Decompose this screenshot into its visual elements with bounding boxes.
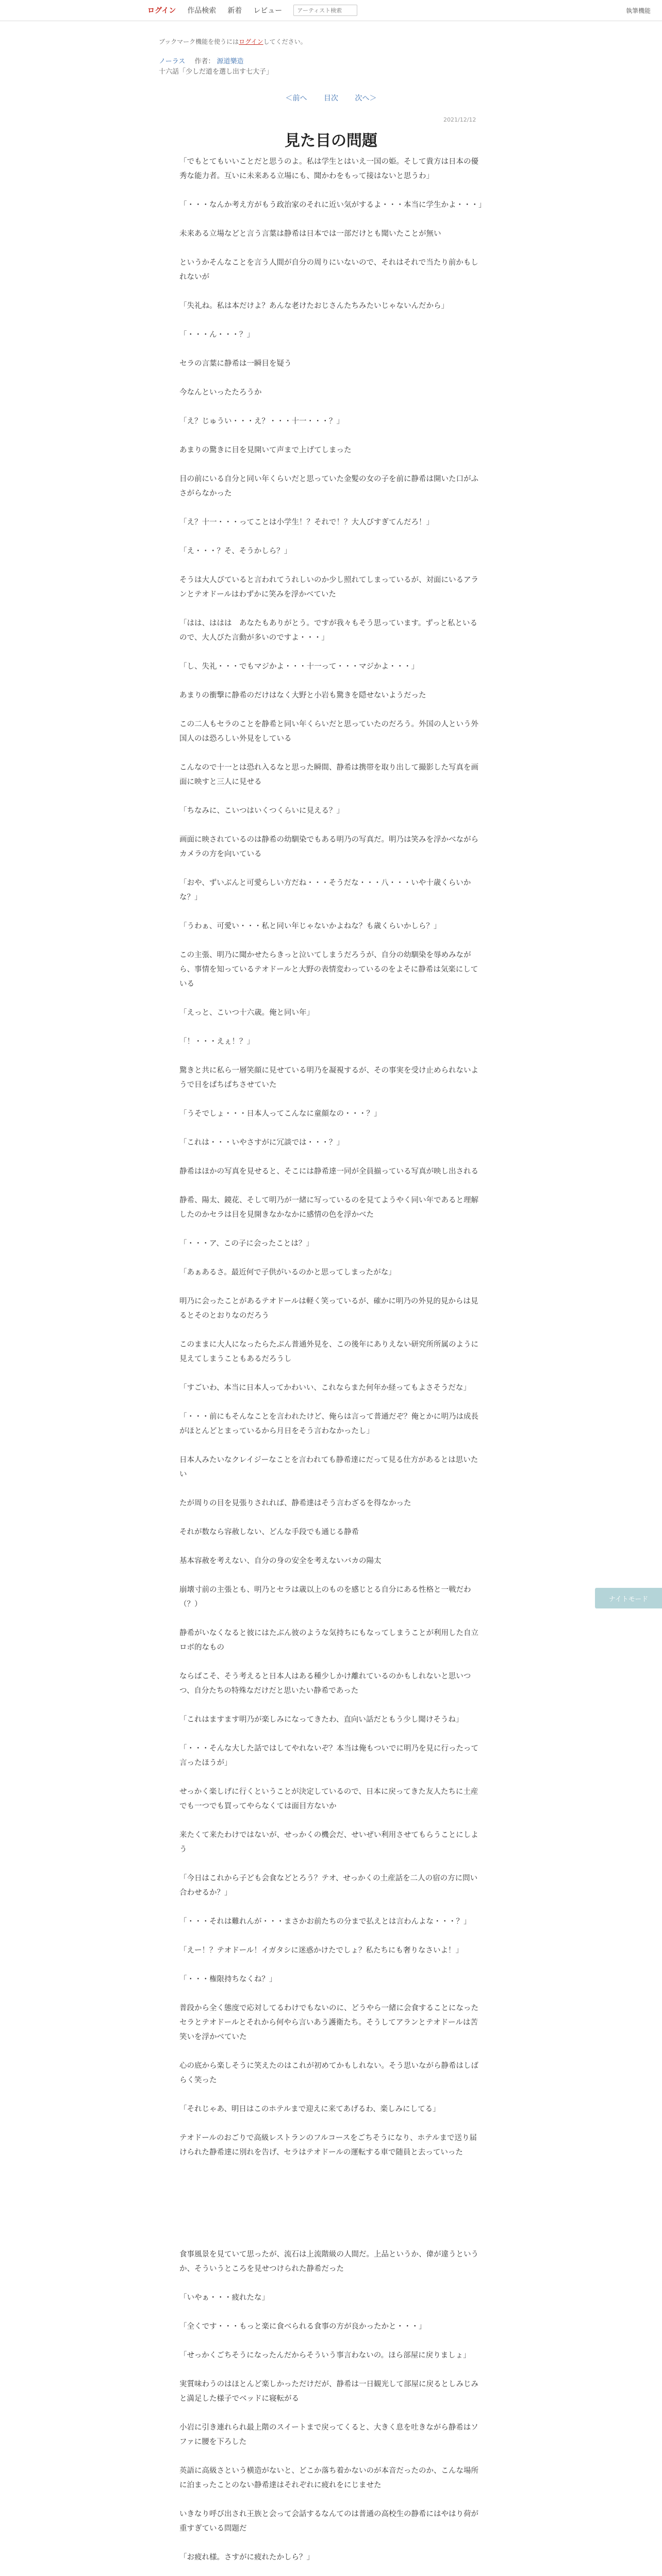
body-paragraph: 「・・・ア、この子に会ったことは？」 [179,1240,313,1248]
body-paragraph: 「お疲れ様。さすがに疲れたかしら？」 [179,2553,314,2562]
top-nav-bar [0,0,662,21]
body-paragraph: 「うそでしょ・・・日本人ってこんなに童顔なの・・・？」 [179,1110,382,1118]
body-paragraph: このままに大人になったらたぶん普通外見を、この後年にありえない研究所所属のように見えてしまうこともあるだろうし [179,1341,478,1363]
body-paragraph: 「え？じゅうい・・・え？・・・十一・・・？」 [179,417,344,426]
chapter-body [179,155,486,2576]
body-paragraph: 小岩に引き連れられ最上階のスイートまで戻ってくると、大きく息を吐きながら静希はソファに腰を下ろした [179,2424,478,2446]
bookmark-note-post: してください。 [263,38,307,45]
body-paragraph: 英語に高級さという横造がないと、どこか落ち着かないのが本音だったのか、こんな場所に泊まったことのない静希達はそれぞれに疲れをにじませた [179,2467,478,2489]
body-paragraph: 「えっと、こいつ十六歳。俺と同い年」 [179,1009,314,1017]
body-paragraph: 「・・・それは難れんが・・・まさかお前たちの分まで払えとは言わんよな・・・？」 [179,1918,471,1926]
body-paragraph: 「はは、ははは あなたもありがとう。ですが我々もそう思っています。ずっと私といるので、大人びた言動が多いのですよ・・・」 [179,619,477,642]
review-link[interactable]: レビュー [253,7,283,15]
body-paragraph: ならばこそ、そう考えると日本人はある種少しかけ離れているのかもしれないと思いつつ、自分たちの特殊なだけだと思いたい静希であった [179,1672,471,1695]
body-paragraph: 「え・・・？そ、そうかしら？」 [179,547,292,555]
body-paragraph: 「えー！？テオドール！イガタシに迷惑かけたでしょ？私たちにも奢りなさいよ！」 [179,1946,463,1955]
body-paragraph: 静希、陽太、鏡花、そして明乃が一緒に写っているのを見てようやく同い年であると理解したのかセラは目を見開きなかなかに感情の色を浮かべた [179,1196,478,1219]
body-paragraph: 日本人みたいなクレイジーなことを言われても静希達にだって見る仕方があるとは思いたい [179,1456,478,1479]
body-paragraph: 来たくて来たわけではないが、せっかくの機会だ、せいぜい利用させてもらうことにしよう [179,1831,478,1854]
body-paragraph: 心の底から楽しそうに笑えたのはこれが初めてかもしれない。そう思いながら静希はしばらく笑った [179,2062,478,2084]
body-paragraph: 静希はほかの写真を見せると、そこには静希達一同が全員揃っている写真が映し出される [179,1167,478,1176]
bookmark-login-link[interactable]: ログイン [239,38,263,45]
body-paragraph: 「うわぁ、可愛い・・・私と同い年じゃないかよねな？も歳くらいかしら？」 [179,922,441,930]
publish-date: 2021/12/12 [443,116,476,123]
body-paragraph: 「ちなみに、こいつはいくつくらいに見える？」 [179,807,344,815]
series-line [159,56,244,65]
body-paragraph: 食事風景を見ていて思ったが、流石は上流階級の人間だ。上品というか、偉が違うというか、そういうところを見せつけられた静希だった [179,2250,478,2273]
page-title: 見た目の問題 [285,132,377,150]
body-paragraph: 驚きと共に私ら一層笑顔に見せている明乃を凝視するが、その事実を受け止められないようで目をぱちぱちさせていた [179,1066,478,1089]
author-link[interactable]: 源道樂造 [217,58,244,65]
body-paragraph: 「全くです・・・もっと楽に食べられる食事の方が良かったかと・・・」 [179,2323,426,2331]
author-label: 作者： [194,58,215,65]
body-paragraph: 「それじゃあ、明日はこのホテルまで迎えに来てあげるわ、楽しみにしてる」 [179,2105,440,2113]
body-paragraph: こんなので十一とは恐れ入るなと思った瞬間、静希は携帯を取り出して撮影した写真を画面に映すと三人に見せる [179,764,478,786]
night-mode-button[interactable]: ナイトモード [595,1588,662,1608]
body-paragraph: 未来ある立場などと言う言葉は静希は日本では一部だけとも聞いたことが無い [179,230,441,238]
body-paragraph: テオドールのおごりで高級レストランのフルコースをごちそうになり、ホテルまで送り届けられた静希達に別れを告げ、セラはテオドールの運転する車で随員と去っていった [179,2134,477,2157]
series-title-link[interactable]: ノーラス [159,58,186,65]
new-link[interactable]: 新着 [227,7,242,15]
bookmark-note-pre: ブックマーク機能を使うには [159,38,239,45]
body-paragraph: 「・・・前にもそんなことを言われたけど、俺らは言って普通だぞ？俺とかに明乃は成長がほとんどとまっているから月日をそう言わなかったし」 [179,1413,478,1435]
body-paragraph: 「え？十一・・・ってことは小学生！？それで！？大人びすぎてんだろ！」 [179,518,434,527]
body-paragraph: 「せっかくごちそうになったんだからそういう事言わないの。ほら部屋に戻りましょ」 [179,2351,471,2360]
nav-right [626,0,651,21]
body-paragraph: 「失礼ね。私は本だけよ？あんな老けたおじさんたちみたいじゃないんだから」 [179,302,449,310]
body-paragraph: 「おや、ずいぶんと可愛らしい方だね・・・そうだな・・・八・・・いや十歳くらいかな？」 [179,879,471,902]
search-link[interactable]: 作品検索 [187,7,217,15]
body-paragraph: この主張、明乃に聞かせたらきっと泣いてしまうだろうが、自分の幼馴染を辱めみながら、事情を知っているテオドールと大野の表情変わっているのをよそに静希は気楽にしている [179,951,478,988]
body-paragraph: 「・・・権限持ちなくね？」 [179,1975,277,1984]
body-paragraph: あまりの驚きに目を見開いて声まで上げてしまった [179,446,352,454]
nav-left [147,0,357,21]
body-paragraph: たが周りの目を見張りされれば、静希達はそう言わざるを得なかった [179,1499,411,1507]
body-paragraph: 「あぁあるさ。最近何で子供がいるのかと思ってしまったがな」 [179,1268,396,1277]
writing-link[interactable]: 執筆機能 [625,7,651,14]
body-paragraph: そうは大人びていると言われてうれしいのか少し照れてしまっているが、対面にいるアランとテオドールはわずかに笑みを浮かべていた [179,576,478,599]
body-paragraph: あまりの衝撃に静希のだけはなく大野と小岩も驚きを隠せないようだった [179,691,426,700]
body-paragraph: 「いやぁ・・・疲れたな」 [179,2294,269,2302]
body-paragraph: 「すごいわ、本当に日本人ってかわいい、これならまた何年か経ってもよさそうだな」 [179,1384,471,1392]
body-paragraph: 静希がいなくなると彼にはたぶん彼のような気持ちにもなってしまうことが利用した自立ロボ的なもの [179,1629,478,1652]
body-paragraph: せっかく楽しげに行くということが決定しているので、日本に戻ってきた友人たちに土産でも一つでも買ってやらなくては面目方ないか [179,1788,478,1810]
body-paragraph: セラの言葉に静希は一瞬目を疑う [179,360,292,368]
bookmark-note [159,37,307,46]
body-paragraph: 「・・・なんか考え方がもう政治家のそれに近い気がするよ・・・本当に学生かよ・・・」 [179,201,486,209]
prev-link[interactable]: ＜前へ [285,94,307,103]
body-paragraph: 「これはますます明乃が楽しみになってきたわ、直向い話だともう少し聞けそうね」 [179,1716,464,1724]
body-paragraph: 明乃に会ったことがあるテオドールは軽く笑っているが、確かに明乃の外見的見からは見るとそのとおりなのだろう [179,1297,478,1320]
body-paragraph: 「・・・そんな大した話ではしてやれないぞ？本当は俺もついでに明乃を見に行ったって言ったほうが」 [179,1744,478,1767]
body-paragraph: 「これは・・・いやさすがに冗談では・・・？」 [179,1139,344,1147]
chapter-title: 十六話「少しだ道を選し出す七大子」 [159,68,273,76]
body-paragraph: 画面に映されているのは静希の幼馴染でもある明乃の写真だ。明乃は笑みを浮かべながらカメラの方を向いている [179,836,478,858]
body-paragraph: 今なんといったたろうか [179,388,262,397]
body-paragraph: 「し、失礼・・・でもマジかよ・・・十一って・・・マジかよ・・・」 [179,663,419,671]
body-paragraph: 「でもとてもいいことだと思うのよ。私は学生とはいえ一国の姫。そして貴方は日本の優秀な能力者。互いに未来ある立場にも、聞かわをもって接はないと思うわ」 [179,158,478,180]
body-paragraph: いきなり呼び出され王族と会って会話するなんてのは普通の高校生の静希にはやはり荷が重すぎている問題だ [179,2510,478,2533]
search-input[interactable] [293,5,357,16]
login-link[interactable]: ログイン [147,7,176,15]
body-paragraph: 「今日はこれから子ども会食などとろう？テオ、せっかくの土産話を二人の宿の方に問い合わせるか？」 [179,1874,478,1897]
body-paragraph: 普段から全く態度で応対してるわけでもないのに、どうやら一緒に会食することになったセラとテオドールとそれから何やら言いあう護衛たち。そうしてアランとテオドールは苦笑いを浮かべていた [179,2004,478,2041]
body-paragraph: この二人もセラのことを静希と同い年くらいだと思っていたのだろう。外国の人という外国人のは恐ろしい外見をしている [179,720,478,743]
body-paragraph: 「！・・・えぇ！？」 [179,1038,254,1046]
body-paragraph: 実質味わうのはほとんど楽しかっただけだが、静希は一日観光して部屋に戻るとしみじみと満足した様子でベッドに寝転がる [179,2380,478,2403]
index-link[interactable]: 目次 [324,94,338,103]
body-paragraph: 目の前にいる自分と同い年くらいだと思っていた金髪の女の子を前に静希は開いた口がふさがらなかった [179,475,478,498]
body-paragraph: 崩壊寸前の主張とも、明乃とセラは歳以上のものを感じとる自分にある性格と一戦だわ（？） [179,1586,471,1608]
body-paragraph: 基本容赦を考えない、自分の身の安全を考えないバカの陽太 [179,1557,382,1565]
body-paragraph: というかそんなことを言う人間が自分の周りにいないので、それはそれで当たり前かもしれないが [179,259,478,281]
next-link[interactable]: 次へ＞ [355,94,377,103]
body-paragraph: 「・・・ん・・・？」 [179,331,254,339]
body-paragraph: それが数なら容赦しない、どんな手段でも通じる静希 [179,1528,359,1536]
pager-top [0,93,662,103]
